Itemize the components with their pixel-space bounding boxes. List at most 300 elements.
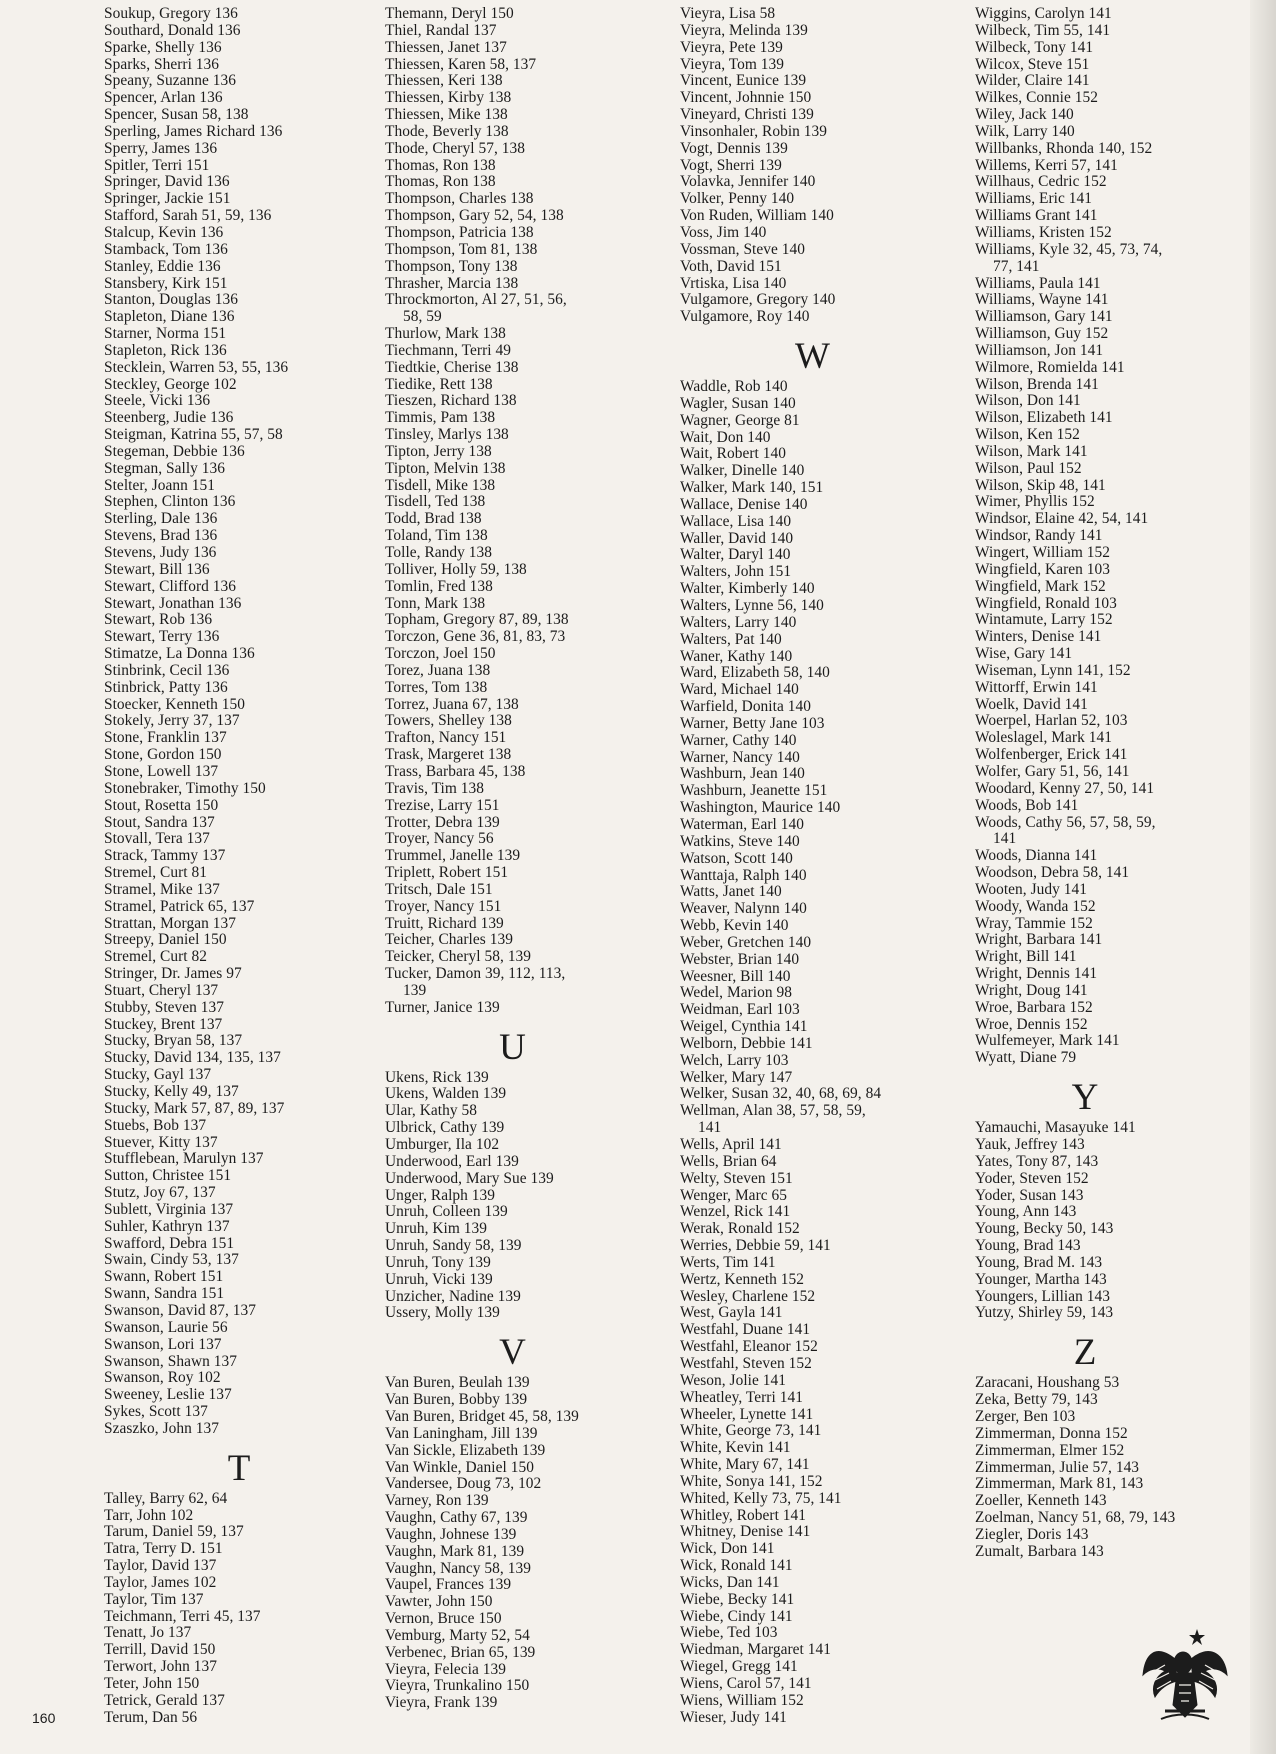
index-entry: Wiley, Jack 140: [975, 106, 1074, 124]
section-letter: V: [499, 1332, 526, 1374]
index-entry: White, Kevin 141: [680, 1439, 791, 1457]
index-entry: Welch, Larry 103: [680, 1051, 789, 1069]
index-entry: Wicks, Dan 141: [680, 1573, 780, 1591]
index-entry: Waterman, Earl 140: [680, 815, 805, 833]
index-entry: Woods, Dianna 141: [975, 847, 1098, 865]
index-entry: Stansbery, Kirk 151: [104, 274, 228, 292]
index-entry: Stuart, Cheryl 137: [104, 981, 219, 999]
index-entry: Stelter, Joann 151: [104, 476, 215, 494]
index-entry: Underwood, Earl 139: [385, 1152, 519, 1170]
index-entry: Wise, Gary 141: [975, 645, 1073, 663]
index-entry: Wolfer, Gary 51, 56, 141: [975, 762, 1130, 780]
index-entry: Willems, Kerri 57, 141: [975, 156, 1118, 174]
index-entry: Zimmerman, Mark 81, 143: [975, 1475, 1144, 1493]
index-entry: Wellman, Alan 38, 57, 58, 59,: [680, 1102, 866, 1120]
index-entry: Taylor, Tim 137: [104, 1590, 204, 1608]
index-entry: Williams, Kyle 32, 45, 73, 74,: [975, 240, 1163, 258]
index-entry: 141: [993, 830, 1017, 848]
index-entry: Stimatze, La Donna 136: [104, 645, 255, 663]
index-entry: Waller, David 140: [680, 529, 794, 547]
index-entry: Willhaus, Cedric 152: [975, 173, 1107, 191]
index-entry: Unruh, Colleen 139: [385, 1203, 508, 1221]
index-entry: Zumalt, Barbara 143: [975, 1542, 1104, 1560]
index-entry: Stout, Sandra 137: [104, 813, 215, 831]
index-entry: Steckley, George 102: [104, 375, 237, 393]
index-entry: Stonebraker, Timothy 150: [104, 779, 266, 797]
index-entry: Tenatt, Jo 137: [104, 1624, 192, 1642]
index-entry: Wingfield, Ronald 103: [975, 594, 1117, 612]
index-entry: Vaughn, Johnese 139: [385, 1525, 517, 1543]
index-entry: Sparks, Sherri 136: [104, 55, 220, 73]
index-entry: Stevens, Judy 136: [104, 544, 217, 561]
index-entry: Wells, Brian 64: [680, 1152, 777, 1170]
index-entry: Willbanks, Rhonda 140, 152: [975, 139, 1153, 157]
index-entry: Von Ruden, William 140: [680, 207, 834, 225]
index-entry: Teicher, Charles 139: [385, 931, 513, 949]
index-entry: Streepy, Daniel 150: [104, 931, 227, 949]
index-entry: Ukens, Walden 139: [385, 1085, 507, 1103]
index-entry: Thomas, Ron 138: [385, 173, 496, 191]
index-entry: Wright, Dennis 141: [975, 965, 1098, 983]
index-entry: Wiebe, Becky 141: [680, 1590, 795, 1608]
index-entry: Throckmorton, Al 27, 51, 56,: [385, 291, 567, 309]
index-entry: Wilbeck, Tony 141: [975, 38, 1094, 56]
index-entry: Williamson, Gary 141: [975, 308, 1113, 326]
index-entry: Wenger, Marc 65: [680, 1186, 788, 1204]
index-entry: Whited, Kelly 73, 75, 141: [680, 1489, 842, 1507]
index-entry: Triplett, Robert 151: [385, 864, 509, 882]
index-entry: Stuever, Kitty 137: [104, 1133, 218, 1151]
index-entry: Torrez, Juana 67, 138: [385, 695, 519, 713]
index-entry: Szaszko, John 137: [104, 1419, 219, 1437]
eagle-emblem-icon: [1135, 1625, 1235, 1725]
index-entry: Washington, Maurice 140: [680, 799, 841, 817]
index-entry: Stone, Gordon 150: [104, 746, 222, 764]
index-entry: Woods, Cathy 56, 57, 58, 59,: [975, 813, 1156, 831]
index-entry: Yates, Tony 87, 143: [975, 1152, 1099, 1170]
index-entry: Teicker, Cheryl 58, 139: [385, 948, 532, 966]
index-entry: Wooten, Judy 141: [975, 880, 1087, 898]
index-entry: Walters, Larry 140: [680, 613, 797, 631]
index-entry: Van Sickle, Elizabeth 139: [385, 1441, 546, 1459]
index-entry: 141: [698, 1119, 722, 1137]
index-entry: Weson, Jolie 141: [680, 1371, 787, 1389]
index-entry: West, Gayla 141: [680, 1304, 783, 1322]
index-entry: Todd, Brad 138: [385, 510, 482, 528]
index-entry: Yoder, Steven 152: [975, 1169, 1089, 1187]
index-entry: Vieyra, Lisa 58: [680, 5, 776, 22]
index-entry: Vernon, Bruce 150: [385, 1610, 502, 1628]
index-entry: Wieser, Judy 141: [680, 1708, 787, 1726]
index-entry: Wertz, Kenneth 152: [680, 1270, 805, 1288]
index-entry: Stapleton, Diane 136: [104, 308, 235, 326]
index-entry: Walters, Pat 140: [680, 630, 782, 648]
index-entry: Wait, Robert 140: [680, 445, 786, 463]
index-entry: Vrtiska, Lisa 140: [680, 274, 787, 292]
index-entry: Tetrick, Gerald 137: [104, 1691, 225, 1709]
index-entry: Thiessen, Karen 58, 137: [385, 55, 537, 73]
index-entry: Wright, Barbara 141: [975, 931, 1103, 949]
index-column-1: [104, 6, 374, 1727]
index-entry: Wolfenberger, Erick 141: [975, 746, 1128, 764]
index-entry: Werak, Ronald 152: [680, 1220, 800, 1238]
index-entry: Thurlow, Mark 138: [385, 325, 506, 343]
index-entry: Wilson, Paul 152: [975, 459, 1082, 477]
index-entry: Wiens, William 152: [680, 1691, 804, 1709]
index-entry: Westfahl, Steven 152: [680, 1354, 812, 1372]
index-entry: Ward, Elizabeth 58, 140: [680, 664, 830, 682]
index-entry: Stewart, Bill 136: [104, 560, 210, 578]
index-entry: Wheatley, Terri 141: [680, 1388, 803, 1406]
index-entry: Weidman, Earl 103: [680, 1001, 800, 1019]
index-entry: Ussery, Molly 139: [385, 1304, 500, 1322]
index-entry: Tolliver, Holly 59, 138: [385, 560, 527, 578]
index-entry: Wiebe, Cindy 141: [680, 1607, 793, 1625]
index-entry: Walter, Daryl 140: [680, 546, 791, 564]
index-entry: Truitt, Richard 139: [385, 914, 504, 932]
index-entry: Weaver, Nalynn 140: [680, 900, 807, 918]
index-entry: Troyer, Nancy 56: [385, 830, 494, 848]
index-entry: Woodson, Debra 58, 141: [975, 864, 1130, 882]
index-entry: Vogt, Dennis 139: [680, 139, 788, 157]
index-entry: Webster, Brian 140: [680, 950, 800, 968]
index-entry: Weesner, Bill 140: [680, 967, 791, 985]
index-entry: Southard, Donald 136: [104, 21, 241, 39]
index-entry: Stutz, Joy 67, 137: [104, 1184, 216, 1202]
index-entry: 77, 141: [993, 257, 1040, 275]
index-entry: Torczon, Joel 150: [385, 645, 496, 663]
index-entry: Welty, Steven 151: [680, 1169, 793, 1187]
index-entry: Ward, Michael 140: [680, 681, 799, 699]
index-entry: Unruh, Kim 139: [385, 1220, 488, 1238]
index-entry: Williams, Eric 141: [975, 190, 1092, 208]
index-entry: Wilson, Don 141: [975, 392, 1081, 410]
index-entry: Van Buren, Bridget 45, 58, 139: [385, 1407, 579, 1425]
index-entry: Stewart, Jonathan 136: [104, 594, 242, 612]
index-entry: Wiedman, Margaret 141: [680, 1641, 832, 1659]
index-entry: Wilson, Brenda 141: [975, 375, 1099, 393]
index-entry: Zimmerman, Donna 152: [975, 1424, 1128, 1442]
index-entry: Vossman, Steve 140: [680, 240, 806, 258]
index-entry: Wait, Don 140: [680, 428, 771, 446]
index-entry: Taylor, David 137: [104, 1557, 217, 1575]
index-entry: Vulgamore, Roy 140: [680, 308, 810, 326]
index-entry: Zimmerman, Elmer 152: [975, 1441, 1125, 1459]
index-entry: Wells, April 141: [680, 1136, 782, 1153]
index-entry: Speany, Suzanne 136: [104, 72, 237, 90]
index-entry: Tisdell, Mike 138: [385, 476, 496, 494]
index-entry: Vaughn, Nancy 58, 139: [385, 1559, 531, 1577]
index-entry: Wiggins, Carolyn 141: [975, 5, 1112, 22]
index-entry: Unruh, Tony 139: [385, 1253, 491, 1271]
section-letter: T: [227, 1447, 251, 1489]
index-entry: Young, Brad M. 143: [975, 1253, 1103, 1271]
index-entry: Troyer, Nancy 151: [385, 897, 502, 915]
index-entry: Trummel, Janelle 139: [385, 847, 521, 865]
index-entry: Unger, Ralph 139: [385, 1186, 496, 1204]
index-entry: Wilmore, Romielda 141: [975, 358, 1125, 376]
index-entry: Wick, Ronald 141: [680, 1557, 793, 1575]
index-entry: Zaracani, Houshang 53: [975, 1374, 1120, 1392]
index-entry: Stinbrink, Cecil 136: [104, 661, 230, 679]
index-entry: Walters, Lynne 56, 140: [680, 597, 824, 614]
index-entry: Strack, Tammy 137: [104, 847, 226, 865]
index-entry: Wingfield, Mark 152: [975, 577, 1106, 595]
index-entry: Younger, Martha 143: [975, 1270, 1107, 1288]
index-entry: Swann, Robert 151: [104, 1268, 224, 1286]
index-entry: Vinsonhaler, Robin 139: [680, 122, 828, 140]
index-entry: Swanson, Laurie 56: [104, 1318, 228, 1336]
index-entry: Walker, Dinelle 140: [680, 462, 805, 480]
index-entry: Tritsch, Dale 151: [385, 880, 493, 898]
index-entry: Stokely, Jerry 37, 137: [104, 712, 240, 730]
index-entry: Toland, Tim 138: [385, 527, 488, 545]
index-entry: Wagler, Susan 140: [680, 394, 796, 412]
index-entry: Swain, Cindy 53, 137: [104, 1251, 239, 1269]
index-entry: Wenzel, Rick 141: [680, 1203, 791, 1221]
index-entry: Warner, Betty Jane 103: [680, 714, 825, 732]
index-entry: 139: [403, 981, 427, 999]
index-entry: Voss, Jim 140: [680, 223, 767, 241]
index-entry: Terum, Dan 56: [104, 1708, 198, 1726]
index-entry: Stubby, Steven 137: [104, 998, 225, 1016]
index-entry: Windsor, Elaine 42, 54, 141: [975, 510, 1149, 528]
index-entry: Washburn, Jeanette 151: [680, 782, 828, 800]
index-entry: White, Sonya 141, 152: [680, 1472, 823, 1490]
index-entry: Stone, Lowell 137: [104, 762, 219, 780]
index-entry: Torczon, Gene 36, 81, 83, 73: [385, 628, 566, 646]
index-entry: Weigel, Cynthia 141: [680, 1018, 808, 1036]
index-entry: Swafford, Debra 151: [104, 1234, 235, 1252]
index-entry: Stremel, Curt 82: [104, 948, 207, 966]
index-entry: Wiens, Carol 57, 141: [680, 1675, 812, 1692]
index-entry: Wilkes, Connie 152: [975, 89, 1098, 107]
index-entry: Wyatt, Diane 79: [975, 1049, 1077, 1067]
index-entry: Whitley, Robert 141: [680, 1506, 807, 1524]
index-entry: Vandersee, Doug 73, 102: [385, 1475, 542, 1493]
index-entry: Thomas, Ron 138: [385, 156, 496, 174]
index-entry: Trotter, Debra 139: [385, 813, 500, 831]
index-entry: Thiessen, Mike 138: [385, 106, 508, 124]
index-entry: Underwood, Mary Sue 139: [385, 1169, 554, 1187]
index-entry: Stewart, Clifford 136: [104, 577, 236, 595]
index-entry: Sweeney, Leslie 137: [104, 1386, 232, 1404]
index-entry: White, Mary 67, 141: [680, 1456, 810, 1474]
index-entry: Woerpel, Harlan 52, 103: [975, 712, 1128, 730]
index-entry: Vincent, Johnnie 150: [680, 89, 812, 107]
index-entry: Strattan, Morgan 137: [104, 914, 236, 932]
index-entry: Yutzy, Shirley 59, 143: [975, 1304, 1114, 1322]
index-entry: Thompson, Gary 52, 54, 138: [385, 207, 564, 225]
section-letter: Y: [1071, 1077, 1099, 1119]
index-entry: Vemburg, Marty 52, 54: [385, 1626, 530, 1644]
index-entry: Spencer, Susan 58, 138: [104, 106, 249, 124]
index-entry: Williams Grant 141: [975, 207, 1098, 225]
index-entry: Stanley, Eddie 136: [104, 257, 221, 275]
index-entry: Vieyra, Trunkalino 150: [385, 1677, 530, 1695]
index-entry: Ular, Kathy 58: [385, 1102, 477, 1120]
index-entry: Vieyra, Frank 139: [385, 1694, 498, 1712]
index-entry: Walker, Mark 140, 151: [680, 479, 824, 497]
index-entry: Wilcox, Steve 151: [975, 55, 1090, 73]
index-entry: Woody, Wanda 152: [975, 897, 1096, 915]
index-entry: Stalcup, Kevin 136: [104, 223, 224, 241]
index-entry: Tatra, Terry D. 151: [104, 1540, 223, 1558]
index-entry: Sublett, Virginia 137: [104, 1200, 234, 1218]
index-entry: Webb, Kevin 140: [680, 917, 789, 935]
index-entry: Young, Becky 50, 143: [975, 1220, 1114, 1238]
index-entry: Van Buren, Beulah 139: [385, 1374, 530, 1392]
index-entry: Thompson, Tom 81, 138: [385, 240, 538, 258]
index-entry: Wright, Bill 141: [975, 948, 1077, 966]
index-entry: Talley, Barry 62, 64: [104, 1489, 228, 1507]
index-entry: Tipton, Melvin 138: [385, 459, 506, 477]
index-entry: Stephen, Clinton 136: [104, 493, 236, 511]
index-entry: Wray, Tammie 152: [975, 914, 1093, 932]
index-entry: Waner, Kathy 140: [680, 647, 793, 665]
section-letter: U: [499, 1026, 526, 1068]
index-entry: Stecklein, Warren 53, 55, 136: [104, 358, 289, 376]
index-entry: Weber, Gretchen 140: [680, 933, 812, 951]
index-entry: Young, Ann 143: [975, 1203, 1077, 1221]
index-entry: Swanson, Shawn 137: [104, 1352, 238, 1370]
index-entry: Stone, Franklin 137: [104, 729, 227, 747]
index-entry: Tinsley, Marlys 138: [385, 426, 509, 444]
index-entry: Welker, Mary 147: [680, 1068, 793, 1086]
page-number: 160: [32, 1710, 56, 1726]
index-entry: Youngers, Lillian 143: [975, 1287, 1111, 1305]
index-entry: Stewart, Rob 136: [104, 611, 213, 629]
index-entry: Westfahl, Eleanor 152: [680, 1338, 818, 1356]
index-entry: Vineyard, Christi 139: [680, 106, 814, 124]
index-entry: Torez, Juana 138: [385, 661, 491, 679]
index-entry: Woelk, David 141: [975, 695, 1088, 713]
index-entry: Stewart, Terry 136: [104, 628, 220, 646]
index-entry: Tieszen, Richard 138: [385, 392, 517, 410]
index-column-2: [385, 6, 650, 1712]
index-entry: Wulfemeyer, Mark 141: [975, 1032, 1120, 1050]
index-entry: Suhler, Kathryn 137: [104, 1217, 230, 1235]
index-entry: Young, Brad 143: [975, 1237, 1081, 1255]
index-entry: Warfield, Donita 140: [680, 698, 811, 716]
index-entry: Stucky, Gayl 137: [104, 1066, 212, 1084]
index-entry: White, George 73, 141: [680, 1422, 822, 1440]
index-entry: Stucky, David 134, 135, 137: [104, 1049, 281, 1067]
index-entry: Stucky, Mark 57, 87, 89, 137: [104, 1099, 285, 1117]
index-entry: Verbenec, Brian 65, 139: [385, 1643, 536, 1661]
index-entry: Zimmerman, Julie 57, 143: [975, 1458, 1140, 1476]
index-entry: Tucker, Damon 39, 112, 113,: [385, 965, 566, 983]
index-entry: Springer, Jackie 151: [104, 190, 231, 208]
index-entry: Stremel, Curt 81: [104, 864, 207, 882]
index-entry: Zoeller, Kenneth 143: [975, 1492, 1107, 1510]
index-entry: Stamback, Tom 136: [104, 240, 228, 258]
index-column-4: [975, 6, 1235, 1561]
index-entry: Trezise, Larry 151: [385, 796, 500, 814]
index-entry: Terwort, John 137: [104, 1658, 218, 1676]
index-entry: Woods, Bob 141: [975, 796, 1079, 814]
index-entry: Zerger, Ben 103: [975, 1407, 1076, 1425]
index-entry: Teter, John 150: [104, 1675, 200, 1692]
index-entry: Wheeler, Lynette 141: [680, 1405, 814, 1423]
index-entry: Van Laningham, Jill 139: [385, 1424, 538, 1442]
index-entry: Warner, Cathy 140: [680, 731, 797, 749]
index-entry: Tolle, Randy 138: [385, 544, 493, 561]
index-entry: Ukens, Rick 139: [385, 1068, 489, 1086]
index-entry: Towers, Shelley 138: [385, 712, 512, 730]
index-entry: Ulbrick, Cathy 139: [385, 1119, 505, 1137]
index-entry: Tonn, Mark 138: [385, 594, 486, 612]
index-entry: Wilson, Mark 141: [975, 442, 1088, 460]
index-entry: Stanton, Douglas 136: [104, 291, 238, 309]
index-entry: Welborn, Debbie 141: [680, 1034, 813, 1052]
index-entry: Wimer, Phyllis 152: [975, 493, 1095, 511]
index-entry: Yoder, Susan 143: [975, 1186, 1084, 1204]
index-entry: Soukup, Gregory 136: [104, 5, 238, 22]
index-entry: Wiseman, Lynn 141, 152: [975, 661, 1131, 679]
index-entry: Varney, Ron 139: [385, 1492, 489, 1510]
index-entry: Stevens, Brad 136: [104, 527, 218, 545]
index-entry: Thompson, Charles 138: [385, 190, 534, 208]
index-entry: Watts, Janet 140: [680, 883, 782, 901]
index-entry: Wilk, Larry 140: [975, 122, 1075, 140]
index-entry: Steigman, Katrina 55, 57, 58: [104, 426, 283, 444]
index-entry: Washburn, Jean 140: [680, 765, 805, 783]
index-entry: Starner, Norma 151: [104, 325, 227, 343]
index-entry: Volker, Penny 140: [680, 190, 795, 208]
index-entry: Williams, Wayne 141: [975, 291, 1109, 309]
index-entry: Stringer, Dr. James 97: [104, 965, 242, 983]
index-entry: Wilson, Elizabeth 141: [975, 409, 1113, 427]
index-entry: Swanson, Roy 102: [104, 1369, 221, 1387]
index-entry: Sykes, Scott 137: [104, 1403, 208, 1421]
index-entry: Ziegler, Doris 143: [975, 1525, 1089, 1543]
index-entry: Unruh, Sandy 58, 139: [385, 1237, 522, 1255]
index-entry: Steenberg, Judie 136: [104, 409, 234, 427]
index-entry: Wiegel, Gregg 141: [680, 1658, 798, 1676]
index-entry: Watkins, Steve 140: [680, 832, 800, 850]
section-letter: W: [795, 336, 830, 378]
index-entry: Thiessen, Kirby 138: [385, 89, 512, 107]
index-entry: Vieyra, Felecia 139: [385, 1660, 506, 1678]
index-entry: Sperry, James 136: [104, 139, 218, 157]
index-column-3: [680, 6, 955, 1727]
index-entry: Wilson, Skip 48, 141: [975, 476, 1106, 494]
index-entry: Swann, Sandra 151: [104, 1285, 225, 1303]
index-entry: Werries, Debbie 59, 141: [680, 1237, 831, 1255]
index-entry: Stuebs, Bob 137: [104, 1116, 207, 1134]
index-entry: Stucky, Kelly 49, 137: [104, 1083, 239, 1100]
index-entry: Voth, David 151: [680, 257, 782, 275]
index-entry: Vogt, Sherri 139: [680, 156, 782, 174]
index-entry: Stramel, Mike 137: [104, 880, 220, 898]
index-entry: Vincent, Eunice 139: [680, 72, 807, 90]
index-entry: Wick, Don 141: [680, 1540, 775, 1558]
index-entry: Sterling, Dale 136: [104, 510, 218, 528]
index-entry: Umburger, Ila 102: [385, 1136, 500, 1153]
index-entry: Torres, Tom 138: [385, 678, 488, 696]
index-entry: Stegeman, Debbie 136: [104, 442, 245, 460]
index-entry: Stramel, Patrick 65, 137: [104, 897, 255, 915]
index-entry: Werts, Tim 141: [680, 1253, 776, 1271]
index-entry: Walter, Kimberly 140: [680, 580, 815, 598]
index-entry: Zeka, Betty 79, 143: [975, 1391, 1098, 1409]
index-entry: Trask, Margeret 138: [385, 746, 512, 764]
section-letter: Z: [1073, 1332, 1097, 1374]
index-entry: Warner, Nancy 140: [680, 748, 800, 766]
index-entry: 58, 59: [403, 308, 442, 326]
index-entry: Stoecker, Kenneth 150: [104, 695, 246, 713]
